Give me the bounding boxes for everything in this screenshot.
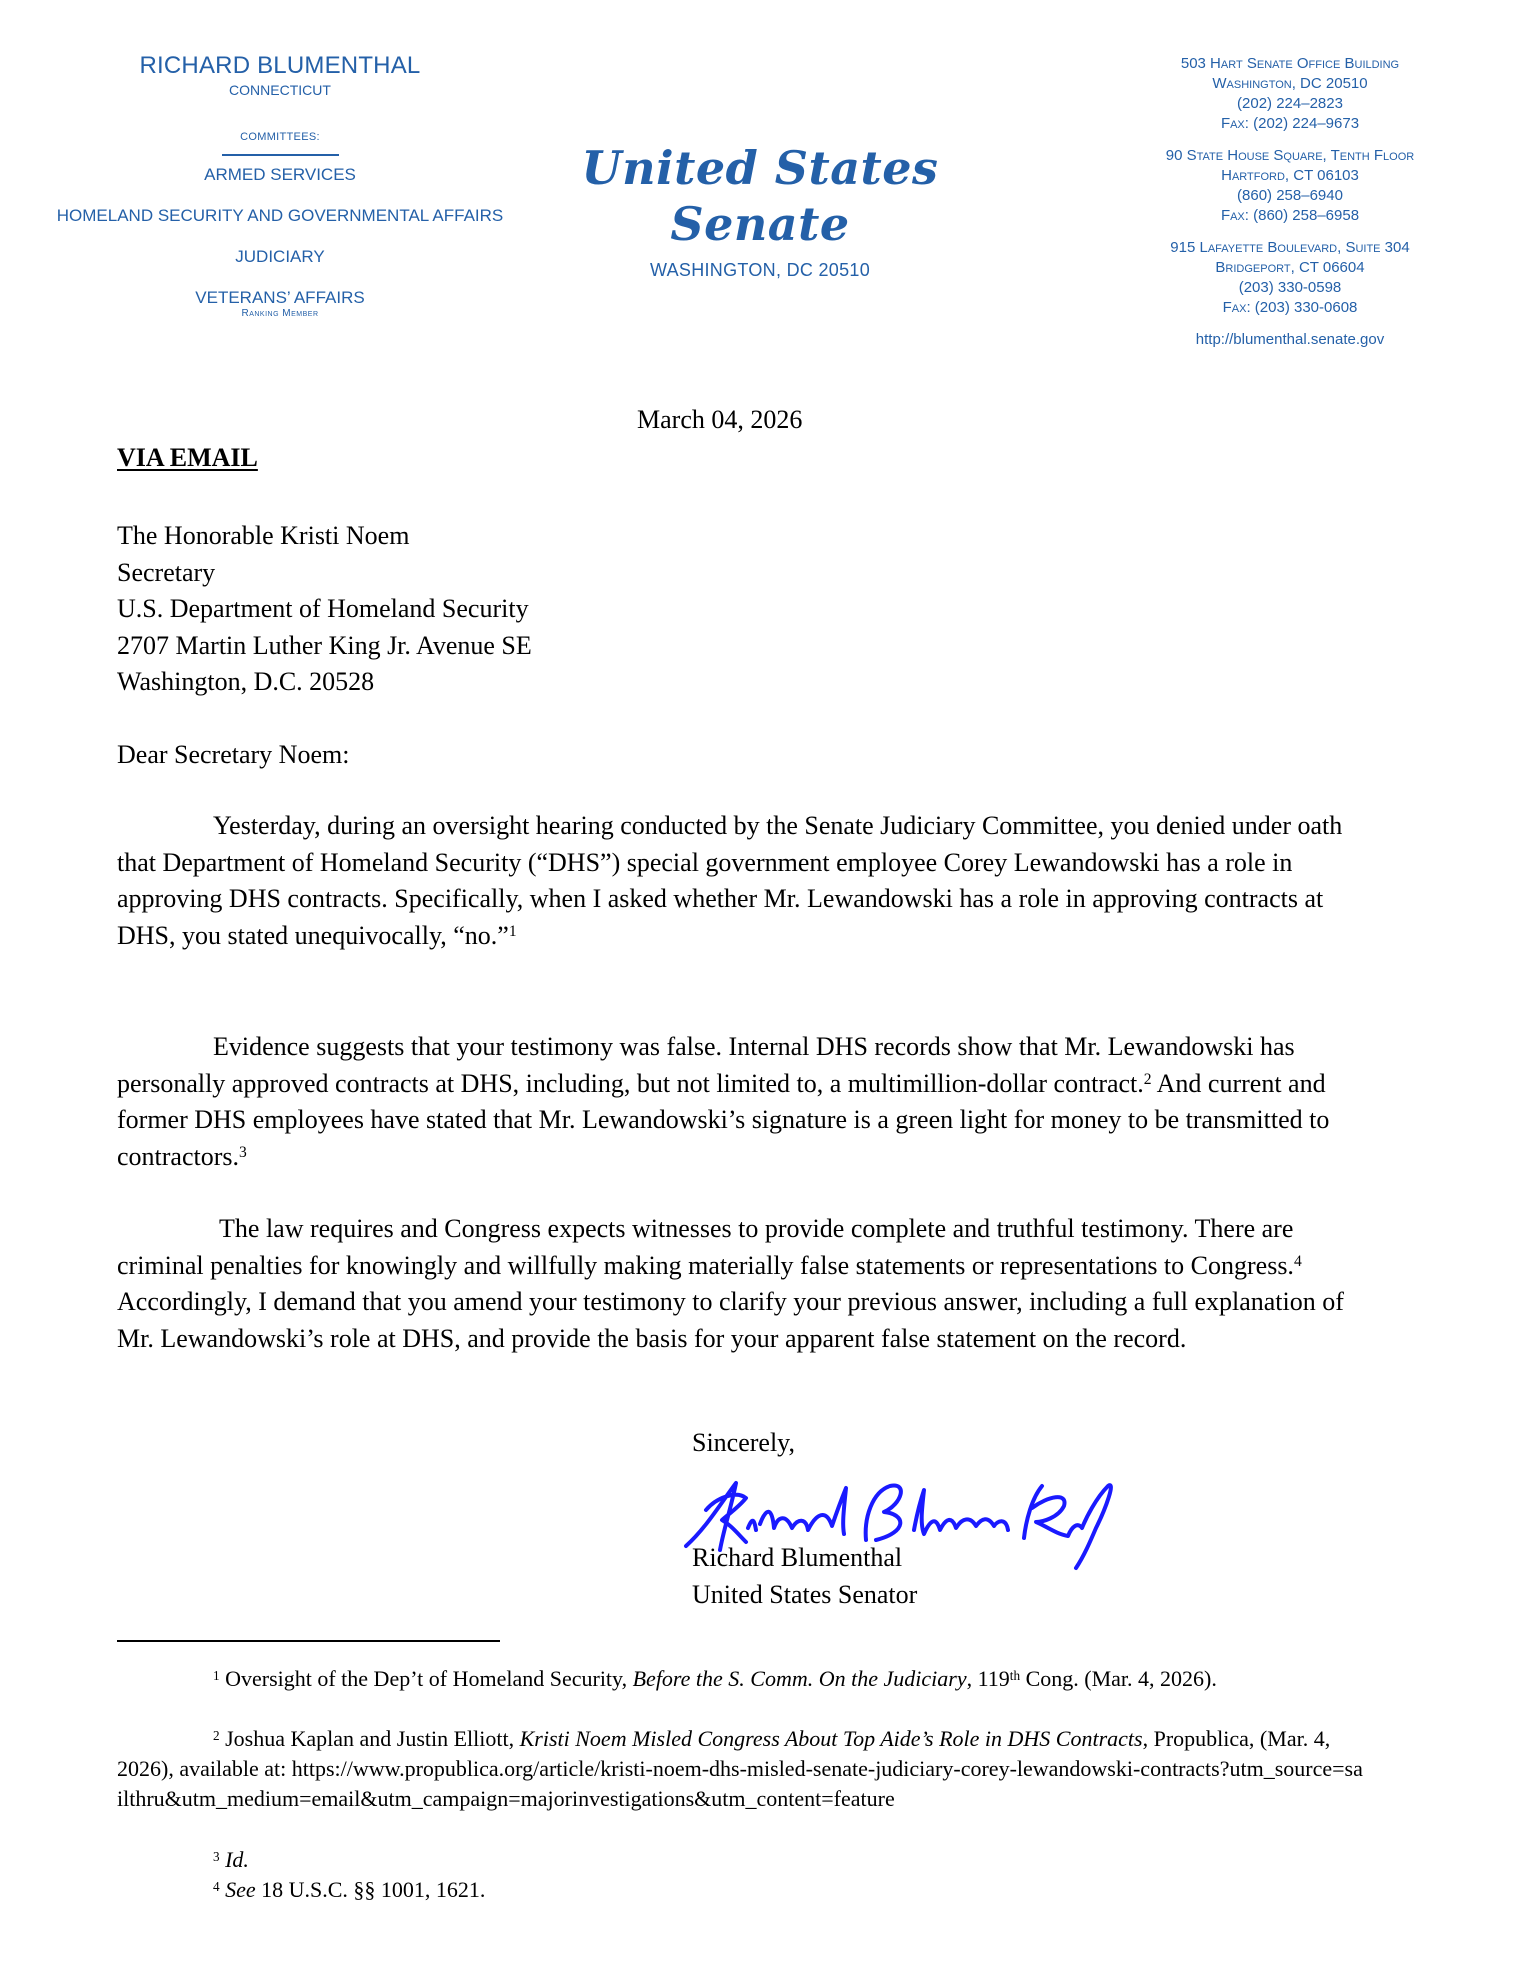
footnote-3 (117, 1845, 1367, 1875)
ordinal-suffix: th (1009, 1668, 1021, 1684)
paragraph-text: The law requires and Congress expects witnesses to provide complete and truthful testimony. There are criminal penalties for knowingly and willfully making materially false statements or representations to Congress. (117, 1214, 1294, 1280)
letterhead-senator-block (20, 52, 540, 319)
body-paragraph-3 (117, 1211, 1347, 1357)
senate-title: United States Senate (581, 141, 939, 251)
recipient-street: 2707 Martin Luther King Jr. Avenue SE (117, 630, 532, 660)
office-phone: (203) 330-0598 (1238, 279, 1342, 296)
paragraph-text: And current and former DHS employees have stated that Mr. Lewandowski’s signature is a green light for money to be transmitted to contractors. (117, 1068, 1330, 1171)
office-phone: (860) 258–6940 (1237, 187, 1343, 204)
office-hartford (1110, 146, 1470, 226)
paragraph-text: Yesterday, during an oversight hearing conducted by the Senate Judiciary Committee, you denied under oath that Department of Homeland Security (“DHS”) special government employee Corey Lewandowski has a role in approving DHS contracts. Specifically, when I asked whether Mr. Lewandowski has a role in approving contracts at DHS, you stated unequivocally, “no.” (117, 811, 1343, 950)
footnote-text: 18 U.S.C. §§ 1001, 1621. (255, 1877, 486, 1902)
footnote-4 (117, 1875, 1367, 1905)
office-fax: Fax: (203) 330-0608 (1222, 299, 1358, 316)
committee-homeland-security: HOMELAND SECURITY AND GOVERNMENTAL AFFAIRS (56, 206, 504, 225)
recipient-name: The Honorable Kristi Noem (117, 521, 410, 550)
footnote-number: 1 (213, 1668, 220, 1684)
committees-label: COMMITTEES: (240, 131, 320, 143)
senator-name: RICHARD BLUMENTHAL (139, 52, 421, 79)
letter-date: March 04, 2026 (637, 405, 803, 434)
footnote-citation-title: Kristi Noem Misled Congress About Top Aide’s Role in DHS Contracts (519, 1726, 1143, 1751)
recipient-address-block (117, 518, 532, 701)
salutation: Dear Secretary Noem: (117, 740, 350, 769)
office-phone: (202) 224–2823 (1237, 95, 1343, 112)
office-washington (1110, 54, 1470, 134)
committee-armed-services: ARMED SERVICES (204, 165, 356, 184)
senator-state: CONNECTICUT (229, 82, 331, 98)
footnote-ref-3[interactable]: 3 (239, 1144, 247, 1162)
recipient-title: Secretary (117, 557, 216, 587)
footnote-text: , 119 (966, 1666, 1010, 1691)
footnote-ref-2[interactable]: 2 (1143, 1071, 1152, 1089)
footnote-citation-title: Id. (225, 1847, 249, 1872)
footnote-text: Cong. (Mar. 4, 2026). (1020, 1666, 1217, 1691)
recipient-city: Washington, D.C. 20528 (117, 667, 375, 696)
office-fax: Fax: (860) 258–6958 (1220, 207, 1360, 224)
footnote-text: Oversight of the Dep’t of Homeland Security, (219, 1666, 633, 1691)
office-bridgeport (1110, 238, 1470, 318)
paragraph-text: Accordingly, I demand that you amend your testimony to clarify your previous answer, including a full explanation of Mr. Lewandowski’s role at DHS, and provide the basis for your apparent false statement on the record. (117, 1287, 1344, 1353)
footnote-divider (117, 1640, 500, 1642)
paragraph-text: Evidence suggests that your testimony was false. Internal DHS records show that Mr. Lewandowski has personally approved contracts at DHS, including, but not limited to, a multimillion-dollar contract. (117, 1032, 1295, 1098)
footnote-text: Joshua Kaplan and Justin Elliott, (219, 1726, 520, 1751)
office-address-line: 90 State House Square, Tenth Floor (1165, 147, 1415, 164)
footnote-citation-signal: See (225, 1877, 256, 1902)
senator-website-link[interactable]: http://blumenthal.senate.gov (1195, 331, 1385, 348)
body-paragraph-2 (117, 1029, 1347, 1175)
footnote-url-link[interactable]: https://www.propublica.org/article/kristi-noem-dhs-misled-senate-judiciary-corey-lewandowski-contracts?utm_source=sailthru&utm_medium=email&utm_campaign=majorinvestigations&utm_content=feature (117, 1756, 1363, 1811)
letterhead-offices-block (1110, 54, 1470, 350)
body-paragraph-1 (117, 808, 1347, 954)
committee-veterans-affairs: VETERANS’ AFFAIRS (195, 288, 365, 307)
delivery-method: VIA EMAIL (117, 443, 258, 472)
footnote-1 (117, 1664, 1367, 1694)
footnote-number: 3 (213, 1849, 220, 1865)
senate-address: WASHINGTON, DC 20510 (649, 260, 871, 280)
office-address-line: 503 Hart Senate Office Building (1180, 55, 1400, 72)
committee-judiciary: JUDICIARY (235, 247, 325, 266)
footnote-ref-1[interactable]: 1 (508, 923, 517, 941)
footnote-number: 2 (213, 1728, 220, 1744)
footnote-2 (117, 1724, 1367, 1814)
closing: Sincerely, (692, 1428, 795, 1457)
recipient-organization: U.S. Department of Homeland Security (117, 594, 529, 623)
footnote-ref-4[interactable]: 4 (1293, 1253, 1302, 1271)
committee-role-ranking-member: Ranking Member (241, 308, 319, 319)
office-address-line: 915 Lafayette Boulevard, Suite 304 (1170, 239, 1410, 256)
footnote-text: , Propublica, (Mar. 4, 2026), available at: (117, 1726, 1331, 1781)
office-city-line: Hartford, CT 06103 (1221, 167, 1359, 184)
footnote-number: 4 (213, 1879, 220, 1895)
signer-name: Richard Blumenthal (692, 1543, 903, 1572)
office-city-line: Bridgeport, CT 06604 (1215, 259, 1365, 276)
letterhead-senate-block (500, 140, 1020, 281)
office-fax: Fax: (202) 224–9673 (1220, 115, 1360, 132)
signer-title: United States Senator (692, 1580, 918, 1609)
footnote-citation-title: Before the S. Comm. On the Judiciary (632, 1666, 967, 1691)
office-city-line: Washington, DC 20510 (1212, 75, 1368, 92)
committees-divider (222, 154, 339, 156)
